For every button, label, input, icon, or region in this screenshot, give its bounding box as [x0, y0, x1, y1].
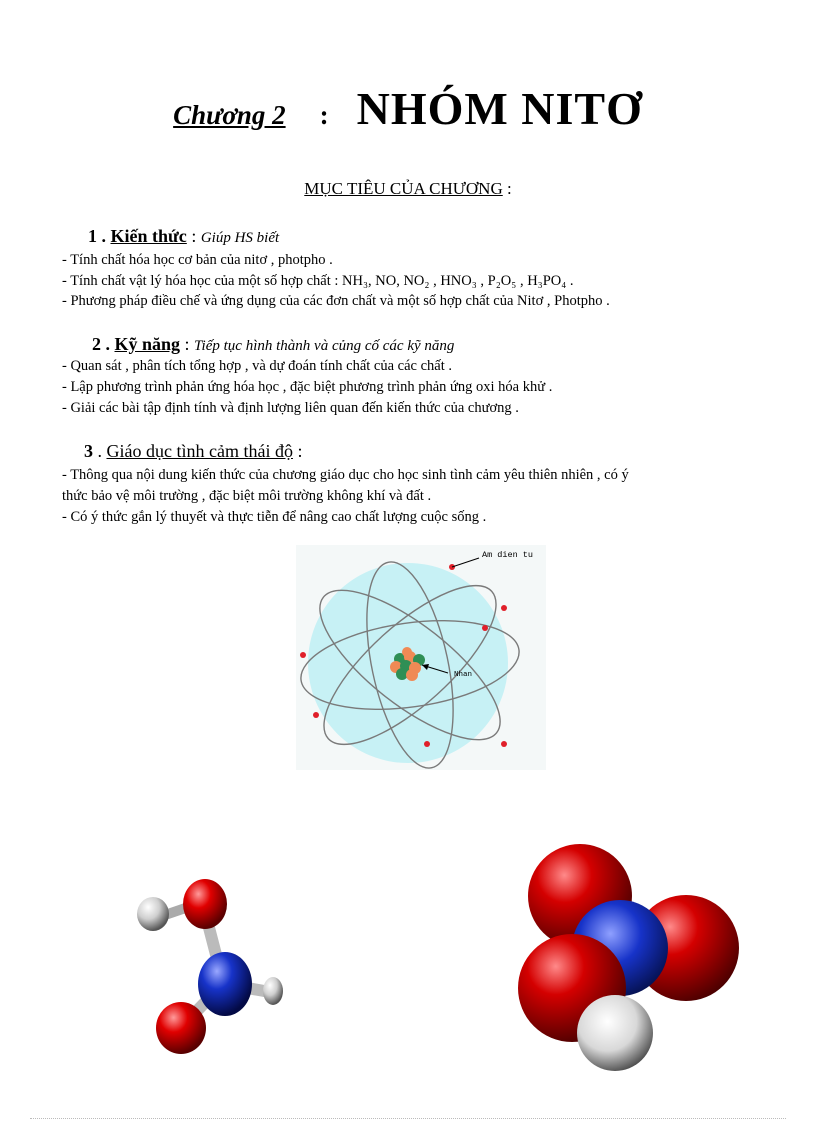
text-line: - Giải các bài tập định tính và định lượng liên quan đến kiến thức của chương . — [62, 400, 519, 416]
text-line: - Có ý thức gắn lý thuyết và thực tiễn để nâng cao chất lượng cuộc sống . — [62, 509, 487, 525]
text-line: - Tính chất hóa học cơ bản của nitơ , photpho . — [62, 252, 333, 268]
section-title: Kiến thức — [110, 226, 187, 246]
section-title: Kỹ năng — [114, 334, 181, 354]
text-line: - Tính chất vật lý hóa học của một số hợp chất : NH₃, NO, NO₂ , HNO₃ , P₂O₅ , H₃PO₄ . — [62, 273, 574, 289]
electron — [300, 652, 306, 658]
atom-diagram — [296, 545, 546, 770]
section-heading-skills — [92, 334, 454, 355]
page-bottom-rule — [30, 1118, 786, 1119]
section-heading-attitude — [84, 441, 302, 462]
space-filling-molecule — [508, 838, 748, 1078]
section-number: 1 . — [88, 226, 106, 246]
electron — [501, 605, 507, 611]
section-heading-knowledge — [88, 226, 279, 247]
objectives-title: MỤC TIÊU CỦA CHƯƠNG — [304, 179, 503, 198]
electron — [313, 712, 319, 718]
section-number: 2 . — [92, 334, 110, 354]
chapter-label: Chương 2 — [173, 100, 286, 130]
chapter-name: NHÓM NITƠ — [356, 83, 643, 134]
text-line: thức bảo vệ môi trường , đặc biệt môi trường không khí và đất . — [62, 488, 432, 504]
section-separator: : — [191, 226, 197, 246]
text-line: - Quan sát , phân tích tổng hợp , và dự đoán tính chất của các chất . — [62, 358, 452, 374]
objectives-heading — [0, 179, 816, 199]
section-subtitle: : — [297, 441, 303, 461]
section-subtitle: Tiếp tục hình thành và củng cố các kỹ năng — [194, 338, 455, 354]
ball-and-stick-molecule — [125, 860, 285, 1060]
text-line: - Phương pháp điều chế và ứng dụng của các đơn chất và một số hợp chất của Nitơ , Photpho . — [62, 293, 610, 309]
hydrogen-atom — [137, 897, 169, 931]
oxygen-atom — [156, 1002, 206, 1054]
hydrogen-atom — [577, 995, 653, 1071]
electron-label: Am dien tu — [482, 550, 534, 560]
electron — [482, 625, 488, 631]
text-line: - Lập phương trình phản ứng hóa học , đặc biệt phương trình phản ứng oxi hóa khử . — [62, 379, 553, 395]
hydrogen-atom — [263, 977, 283, 1005]
chapter-title — [0, 82, 816, 135]
chapter-colon: : — [319, 100, 329, 130]
objectives-suffix: : — [507, 179, 512, 198]
section-title: Giáo dục tình cảm thái độ — [106, 441, 293, 461]
nucleus-label: Nhan — [454, 671, 473, 679]
electron — [424, 741, 430, 747]
section-subtitle: Giúp HS biết — [200, 230, 280, 246]
section-number: 3 — [84, 441, 93, 461]
oxygen-atom — [183, 879, 227, 929]
text-line: - Thông qua nội dung kiến thức của chương giáo dục cho học sinh tình cảm yêu thiên nhiên , có ý — [62, 467, 629, 483]
electron — [501, 741, 507, 747]
section-separator: . — [97, 441, 102, 461]
section-separator: : — [184, 334, 190, 354]
nitrogen-atom — [198, 952, 252, 1016]
